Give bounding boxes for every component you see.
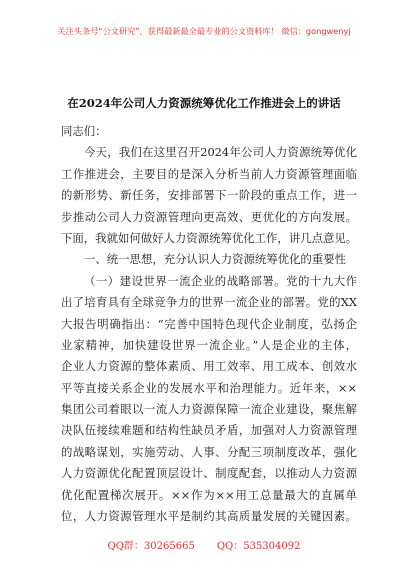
paragraph-line: 今天，我们在这里召开2024年公司人力资源统筹优化	[84, 145, 357, 160]
qq-group-number: QQ群：30265665	[107, 541, 195, 552]
paragraph-line: 出了培育具有全球竞争力的世界一流企业的部署。党的XX	[61, 295, 357, 310]
paragraph-line: 工作推进会，主要目的是深入分析当前人力资源管理面临	[61, 166, 357, 181]
paragraph-line: 优化配置梯次展开。××作为××用工总量最大的直属单	[61, 487, 357, 502]
paragraph-line: 下面，我就如何做好人力资源统筹优化工作，讲几点意见。	[61, 230, 358, 245]
paragraph-line: 企业人力资源的整体素质、用工效率、用工成本、创效水	[61, 359, 357, 374]
paragraph-line: 的战略谋划，实施劳动、人事、分配三项制度改革，强化	[61, 444, 357, 459]
section-heading: 一、统一思想，充分认识人力资源统筹优化的重要性	[84, 252, 346, 267]
qq-number: QQ：535304092	[216, 541, 301, 552]
document-body	[61, 121, 357, 527]
paragraph-line: 集团公司着眼以一流人力资源保障一流企业建设，聚焦解	[61, 402, 357, 417]
paragraph-line: 平等直接关系企业的发展水平和治理能力。近年来，××	[61, 380, 357, 395]
paragraph-line: 人力资源优化配置顶层设计、制度配套，以推动人力资源	[61, 466, 357, 481]
paragraph-line: 大报告明确指出：“完善中国特色现代企业制度，弘扬企	[61, 316, 357, 331]
document-title: 在2024年公司人力资源统筹优化工作推进会上的讲话	[67, 96, 341, 110]
paragraph-line: 业家精神，加快建设世界一流企业。”人是企业的主体，	[61, 337, 357, 352]
paragraph-line: （一）建设世界一流企业的战略部署。党的十九大作	[84, 273, 357, 288]
paragraph-line: 的新形势、新任务，安排部署下一阶段的重点工作，进一	[61, 188, 357, 203]
paragraph-line: 步推动公司人力资源管理向更高效、更优化的方向发展。	[61, 209, 357, 224]
paragraph-line: 位，人力资源管理水平是制约其高质量发展的关键因素。	[61, 509, 357, 524]
salutation: 同志们：	[61, 124, 107, 138]
footer-contact	[0, 537, 408, 552]
header-banner: 关注头条号“公文研究”，获得最新最全最专业的公文资料库！ 微信：gongwenyj	[57, 26, 351, 36]
paragraph-line: 决队伍接续难题和结构性缺员矛盾，加强对人力资源管理	[61, 423, 357, 438]
